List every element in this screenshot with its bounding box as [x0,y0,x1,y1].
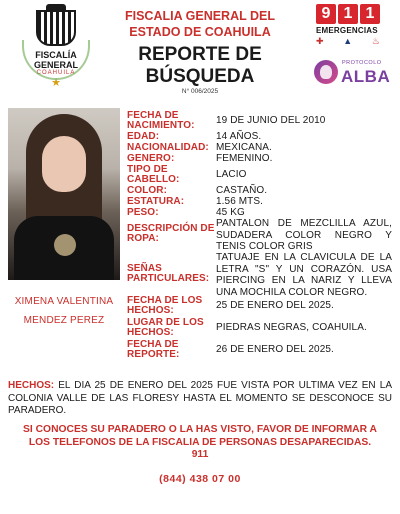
gender-value: FEMENINO. [216,153,273,164]
facts-label: HECHOS: [8,380,55,391]
person-name-line1: XIMENA VALENTINA [14,296,114,307]
height-label: ESTATURA: [127,196,185,207]
gender-label: GENERO: [127,153,175,164]
marks-label: SEÑAS PARTICULARES: [127,263,210,284]
event-date-value: 25 DE ENERO DEL 2025. [216,300,334,311]
fiscalia-logo-line2: GENERAL [33,60,78,70]
place-value: PIEDRAS NEGRAS, COAHUILA. [216,322,367,333]
medical-cross-icon: ✚ [316,36,324,46]
report-number: N° 006/2025 [181,88,219,95]
birth-value: 19 DE JUNIO DEL 2010 [216,115,326,126]
report-date-value: 26 DE ENERO DEL 2025. [216,344,334,355]
nationality-value: MEXICANA. [216,142,272,153]
fire-icon: ♨ [371,36,380,46]
nationality-label: NACIONALIDAD: [127,142,209,153]
birth-label: FECHA DE NACIMIENTO: [127,110,195,131]
fiscalia-logo [22,10,90,90]
report-title-line2: BÚSQUEDA [145,66,255,87]
weight-label: PESO: [127,207,159,218]
fiscalia-logo-line1: FISCALÍA [35,50,77,60]
agency-title-line2: ESTADO DE COAHUILA [129,25,271,39]
coat-of-arms-icon [36,10,76,46]
place-label: LUGAR DE LOS HECHOS: [127,317,204,338]
report-date-label: FECHA DE REPORTE: [127,339,180,360]
star-icon: ★ [51,77,61,89]
alba-prefix: PROTOCOLO [342,60,382,66]
agency-title-line1: FISCALIA GENERAL DEL [124,9,275,23]
digit-9: 9 [316,4,336,24]
emergency-label: EMERGENCIAS [316,26,378,35]
cta-line1: SI CONOCES SU PARADERO O LA HAS VISTO, FAVOR DE INFORMAR A [23,424,377,435]
report-title [108,44,292,88]
alba-woman-icon [314,60,338,84]
person-name [4,292,124,330]
police-cap-icon: ▲ [343,36,353,46]
protocolo-alba-logo [314,58,391,88]
cta-line2: LOS TELEFONOS DE LA FISCALIA DE PERSONAS DESAPARECIDAS. [28,436,372,448]
fiscalia-logo-state: COAHUILA [36,70,76,76]
age-label: EDAD: [127,131,160,142]
age-value: 14 AÑOS. [216,131,262,142]
color-label: COLOR: [127,185,168,196]
height-value: 1.56 MTS. [216,196,264,207]
agency-title [108,8,292,40]
hair-type-value: LACIO [216,169,247,180]
call-to-action [8,424,392,462]
weight-value: 45 KG [216,207,245,218]
report-title-line1: REPORTE DE [138,44,262,65]
digit-1: 1 [338,4,358,24]
color-value: CASTAÑO. [216,185,268,196]
digit-1b: 1 [360,4,380,24]
contact-phone: (844) 438 07 00 [159,473,241,485]
facts-paragraph [8,380,392,418]
alba-name: ALBA [341,67,391,86]
hair-type-label: TIPO DE CABELLO: [127,164,180,185]
missing-person-photo [8,108,120,280]
cta-line3: 911 [191,449,209,460]
marks-value: TATUAJE EN LA CLAVICULA DE LA LETRA "S" Y UN CORAZÓN. USA PIERCING EN LA NARIZ Y LLEVA UNA MOCHILA COLOR NEGRO. [216,252,392,298]
facts-text: EL DIA 25 DE ENERO DEL 2025 FUE VISTA POR ULTIMA VEZ EN LA COLONIA VALLE DE LAS FLORESY HASTA EL MOMENTO SE DESCONOCE SU PARADERO. [8,380,392,416]
clothes-value: PANTALON DE MEZCLILLA AZUL, SUDADERA COLOR NEGRO Y TENIS COLOR GRIS [216,218,392,252]
clothes-label: DESCRIPCIÓN DE ROPA: [127,223,215,244]
person-name-line2: MENDEZ PEREZ [23,315,105,326]
emergency-911-logo [316,4,380,47]
event-date-label: FECHA DE LOS HECHOS: [127,295,203,316]
